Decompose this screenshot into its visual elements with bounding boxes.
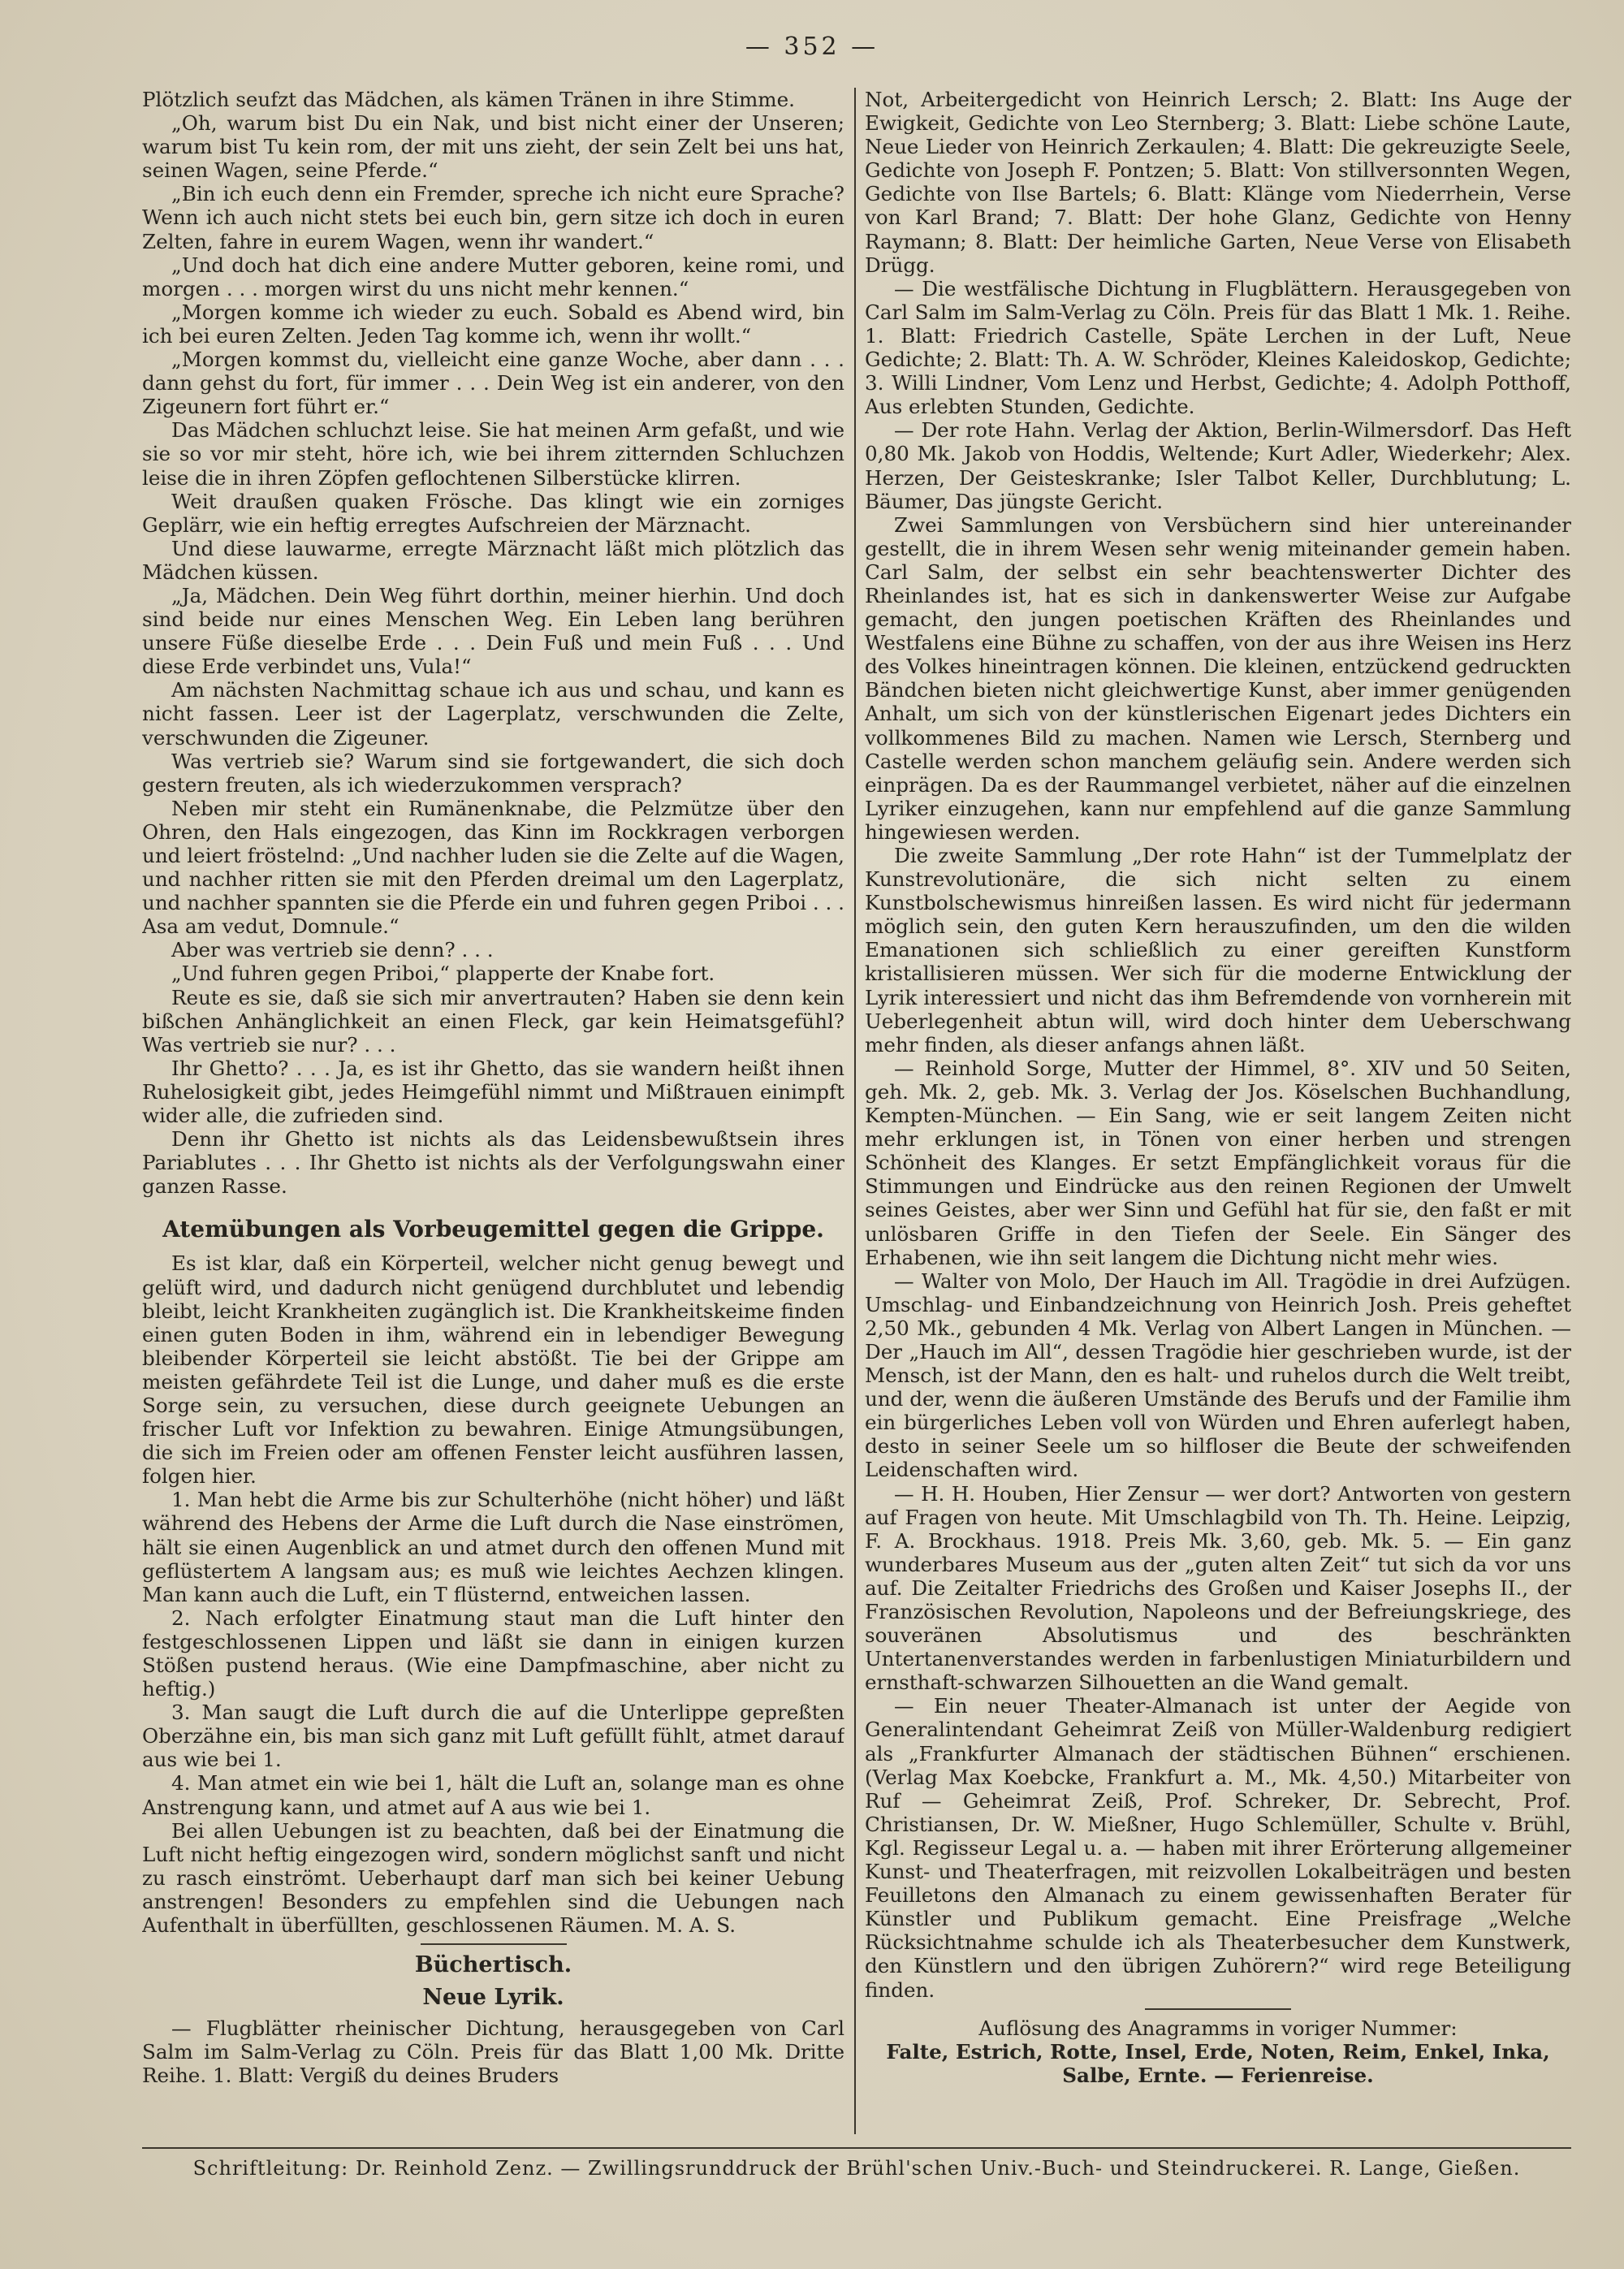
book-review-paragraph: — Walter von Molo, Der Hauch im All. Tragödie in drei Aufzügen. Umschlag- und Einbandzeichnung von Heinrich Josh. Preis geheftet 2,50 Mk., gebunden 4 Mk. Verlag von Albert Langen in München. — Der „Hauch im All“, dessen Tragödie hier geschrieben wurde, ist der Mensch, ist der Mann, den es halt- und ruhelos durch die Welt treibt, und der, wenn die äußeren Umstände des Berufs und der Familie ihm ein bürgerliches Leben voll von Würden und Ehren auferlegt haben, desto in seiner Seele um so hilfloser die Beute der schweifenden Leidenschaften wird. (865, 1268, 1571, 1482)
article-paragraph: 2. Nach erfolgter Einatmung staut man die Luft hinter den festgeschlossenen Lippen und läßt sie dann in einigen kurzen Stößen pustend heraus. (Wie eine Dampfmaschine, aber nicht zu heftig.) (142, 1606, 844, 1701)
article-paragraph: Bei allen Uebungen ist zu beachten, daß bei der Einatmung die Luft nicht heftig eingezogen wird, sondern möglichst sanft und nicht zu rasch einströmt. Ueberhaupt darf man sich bei keiner Uebung anstrengen! Besonders zu empfehlen sind die Uebungen nach Aufenthalt in überfüllten, geschlossenen Räumen. M. A. S. (142, 1818, 844, 1938)
book-review-paragraph: — Die westfälische Dichtung in Flugblättern. Herausgegeben von Carl Salm im Salm-Verlag zu Cöln. Preis für das Blatt 1 Mk. 1. Reihe. 1. Blatt: Friedrich Castelle, Späte Lerchen in der Luft, Neue Gedichte; 2. Blatt: Th. A. W. Schröder, Kleines Kaleidoskop, Gedichte; 3. Willi Lindner, Vom Lenz und Herbst, Gedichte; 4. Adolph Potthoff, Aus erlebten Stunden, Gedichte. (865, 276, 1571, 419)
story-paragraph: Aber was vertrieb sie denn? . . . (171, 938, 494, 962)
article-heading: Atemübungen als Vorbeugemittel gegen die Grippe. (162, 1216, 824, 1243)
section-divider (421, 1943, 567, 1945)
story-paragraph: „Bin ich euch denn ein Fremder, spreche ich nicht eure Sprache? Wenn ich auch nicht stets bei euch bin, gern sitze ich doch in euren Zelten, fahre in eurem Wagen, wenn ihr wandert.“ (142, 182, 844, 253)
story-section (142, 88, 844, 1198)
book-review-paragraph: — H. H. Houben, Hier Zensur — wer dort? Antworten von gestern auf Fragen von heute. Mit Umschlagbild von Th. Th. Heine. Leipzig, F. A. Brockhaus. 1918. Preis Mk. 3,60, geb. Mk. 5. — Ein ganz wunderbares Museum aus der „guten alten Zeit“ tut sich da vor uns auf. Die Zeitalter Friedrichs des Großen und Kaiser Josephs II., der Französischen Revolution, Napoleons und der Befreiungskriege, des souveränen Absolutismus und des beschränkten Untertanenverstandes werden in farbenlustigen Miniaturbildern und ernsthaft-schwarzen Silhouetten an die Wand gemalt. (865, 1481, 1571, 1695)
story-paragraph: „Morgen kommst du, vielleicht eine ganze Woche, aber dann . . . dann gehst du fort, für immer . . . Dein Weg ist ein anderer, von den Zigeunern fort führt er.“ (142, 348, 844, 419)
story-paragraph: Das Mädchen schluchzt leise. Sie hat meinen Arm gefaßt, und wie sie so vor mir steht, höre ich, wie bei ihrem zitternden Schluchzen leise die in ihren Zöpfen geflochtenen Silberstücke klirren. (142, 418, 844, 490)
story-paragraph: Reute es sie, daß sie sich mir anvertrauten? Haben sie denn kein bißchen Anhänglichkeit an einen Fleck, gar kein Heimatsgefühl? Was vertrieb sie nur? . . . (142, 985, 844, 1057)
article-paragraph: 4. Man atmet ein wie bei 1, hält die Luft an, solange man es ohne Anstrengung kann, und atmet auf A aus wie bei 1. (142, 1771, 844, 1819)
books-heading: Büchertisch. (414, 1952, 572, 1978)
page-number: — 352 — (745, 32, 879, 61)
book-review-paragraph: Not, Arbeitergedicht von Heinrich Lersch; 2. Blatt: Ins Auge der Ewigkeit, Gedichte von Leo Sternberg; 3. Blatt: Liebe schöne Laute, Neue Lieder von Heinrich Zerkaulen; 4. Blatt: Die gekreuzigte Seele, Gedichte von Joseph F. Pontzen; 5. Blatt: Von stillversonnten Wegen, Gedichte von Ilse Bartels; 6. Blatt: Klänge vom Niederrhein, Verse von Karl Brand; 7. Blatt: Der hohe Glanz, Gedichte von Henny Raymann; 8. Blatt: Der heimliche Garten, Neue Verse von Elisabeth Drügg. (865, 88, 1571, 277)
story-paragraph: „Ja, Mädchen. Dein Weg führt dorthin, meiner hierhin. Und doch sind beide nur eines Menschen Weg. Ein Leben lang berühren unsere Füße dieselbe Erde . . . Dein Fuß und mein Fuß . . . Und diese Erde verbindet uns, Vula!“ (142, 583, 844, 679)
article-section (142, 1251, 844, 1937)
story-paragraph: Denn ihr Ghetto ist nichts als das Leidensbewußtsein ihres Pariablutes . . . Ihr Ghetto ist nichts als der Verfolgungswahn einer ganzen Rasse. (142, 1127, 844, 1199)
book-review-paragraph: — Der rote Hahn. Verlag der Aktion, Berlin-Wilmersdorf. Das Heft 0,80 Mk. Jakob von Hoddis, Weltende; Kurt Adler, Wiederkehr; Alex. Herzen, Der Geisteskranke; Isler Talbot Keller, Durchblutung; L. Bäumer, Das jüngste Gericht. (865, 418, 1571, 513)
story-paragraph: Weit draußen quaken Frösche. Das klingt wie ein zorniges Geplärr, wie ein heftig erregtes Aufschreien der Märznacht. (142, 489, 844, 537)
book-review-paragraph: — Ein neuer Theater-Almanach ist unter der Aegide von Generalintendant Geheimrat Zeiß von Müller-Waldenburg redigiert als „Frankfurter Almanach der städtischen Bühnen“ erschienen. (Verlag Max Koebcke, Frankfurt a. M., Mk. 4,50.) Mitarbeiter von Ruf — Geheimrat Zeiß, Prof. Schreker, Dr. Sebrecht, Prof. Christiansen, Dr. W. Mießner, Hugo Schlemüller, Schulte v. Brühl, Kgl. Regisseur Legal u. a. — haben mit ihrer Erörterung allgemeiner Kunst- und Theaterfragen, mit reizvollen Lokalbeiträgen und besten Feuilletons den Almanach zu einem gewissenhaften Berater für Künstler und Publikum gemacht. Eine Preisfrage „Welche Rücksichtnahme schulde ich als Theaterbesucher dem Kunstwerk, den Künstlern und den übrigen Zuhörern?“ wird rege Beteiligung finden. (865, 1694, 1571, 2002)
story-paragraph: Plötzlich seufzt das Mädchen, als kämen Tränen in ihre Stimme. (142, 88, 795, 111)
book-review-paragraph: Zwei Sammlungen von Versbüchern sind hier untereinander gestellt, die in ihrem Wesen sehr wenig miteinander gemein haben. Carl Salm, der selbst ein sehr beachtenswerter Dichter des Rheinlandes ist, hat es sich in dankenswerter Weise zur Aufgabe gemacht, den jungen poetischen Kräften des Rheinlandes und Westfalens eine Bühne zu schaffen, von der aus ihre Weisen ins Herz des Volkes hineintragen können. Die kleinen, entzückend gedruckten Bändchen bieten nicht gleichwertige Kunst, aber immer genügenden Anhalt, um sich von der künstlerischen Eigenart jedes Dichters ein vollkommenes Bild zu machen. Namen wie Lersch, Sternberg und Castelle werden schon manchem geläufig sein. Andere werden sich einprägen. Da es der Raummangel verbietet, näher auf die einzelnen Lyriker einzugehen, kann nur empfehlend auf die ganze Sammlung hingewiesen werden. (865, 512, 1571, 844)
story-paragraph: Was vertrieb sie? Warum sind sie fortgewandert, die sich doch gestern freuten, als ich wiederzukommen versprach? (142, 749, 844, 797)
story-paragraph: Am nächsten Nachmittag schaue ich aus und schau, und kann es nicht fassen. Leer ist der Lagerplatz, verschwunden die Zelte, verschwunden die Zigeuner. (142, 678, 844, 750)
book-review-paragraph: Die zweite Sammlung „Der rote Hahn“ ist der Tummelplatz der Kunstrevolutionäre, die sich nicht selten zu einem Kunstbolschewismus hinreißen lassen. Es wird nicht für jedermann möglich sein, den guten Kern herauszufinden, um den die wilden Emanationen sich schließlich zu einer gereiften Kunstform kristallisieren müssen. Wer sich für die moderne Entwicklung der Lyrik interessiert und nicht das ihm Befremdende von vornherein mit Ueberlegenheit abtun will, wird doch hinter dem Ueberschwang mehr finden, als dieser anfangs ahnen läßt. (865, 844, 1571, 1057)
anagram-solution-line: Falte, Estrich, Rotte, Insel, Erde, Noten, Reim, Enkel, Inka, (886, 2039, 1550, 2064)
article-paragraph: 3. Man saugt die Luft durch die auf die Unterlippe gepreßten Oberzähne ein, bis man sich ganz mit Luft gefüllt fühlt, atmet darauf aus wie bei 1. (142, 1701, 844, 1772)
book-review-paragraph: — Reinhold Sorge, Mutter der Himmel, 8°. XIV und 50 Seiten, geh. Mk. 2, geb. Mk. 3. Verlag der Jos. Köselschen Buchhandlung, Kempten-München. — Ein Sang, wie er seit langem Zeiten nicht mehr erklungen ist, in Tönen von einer herben und strengen Schönheit des Klanges. Er setzt Empfänglichkeit voraus für die Stimmungen und Eindrücke aus den reinen Regionen der Umwelt seines Geistes, aber wer Sinn und Gefühl hat für sie, den faßt er mit unlösbaren Griffe in den Tiefen der Seele. Ein Sänger des Erhabenen, wie ihn seit langem die Dichtung nicht mehr wies. (865, 1056, 1571, 1269)
footer-rule (142, 2147, 1571, 2149)
right-column (865, 88, 1571, 2134)
article-paragraph: 1. Man hebt die Arme bis zur Schulterhöhe (nicht höher) und läßt während des Hebens der Arme die Luft durch die Nase einströmen, hält sie einen Augenblick an und atmet durch den offenen Mund mit geflüstertem A langsam aus; es muß wie leichtes Aechzen klingen. Man kann auch die Luft, ein T flüsternd, entweichen lassen. (142, 1488, 844, 1606)
story-paragraph: Ihr Ghetto? . . . Ja, es ist ihr Ghetto, das sie wandern heißt ihnen Ruhelosigkeit gibt, jedes Heimgefühl nimmt und Mißtrauen einimpft wider alle, die zufrieden sind. (142, 1056, 844, 1128)
left-column (142, 88, 844, 2134)
story-paragraph: Neben mir steht ein Rumänenknabe, die Pelzmütze über den Ohren, den Hals eingezogen, das Kinn im Rockkragen verborgen und leiert fröstelnd: „Und nachher luden sie die Zelte auf die Wagen, und nachher ritten sie mit den Pferden dreimal um den Lagerplatz, und nachher spannten sie die Pferde ein und fuhren gegen Priboi . . . Asa am vedut, Domnule.“ (142, 796, 844, 939)
imprint-footer: Schriftleitung: Dr. Reinhold Zenz. — Zwillingsrunddruck der Brühl'schen Univ.-Buch- und Steindruckerei. R. Lange, Gießen. (192, 2157, 1521, 2180)
story-paragraph: „Oh, warum bist Du ein Nak, und bist nicht einer der Unseren; warum bist Tu kein rom, der mit uns zieht, der sein Zelt bei uns hat, seinen Wagen, seine Pferde.“ (142, 111, 844, 183)
anagram-solution-line: Salbe, Ernte. — Ferienreise. (1062, 2063, 1374, 2087)
story-paragraph: Und diese lauwarme, erregte Märznacht läßt mich plötzlich das Mädchen küssen. (142, 536, 844, 584)
section-divider (1145, 2008, 1291, 2010)
story-paragraph: „Und doch hat dich eine andere Mutter geboren, keine romi, und morgen . . . morgen wirst du uns nicht mehr kennen.“ (142, 253, 844, 300)
story-paragraph: „Und fuhren gegen Priboi,“ plapperte der Knabe fort. (171, 962, 715, 986)
story-paragraph: „Morgen komme ich wieder zu euch. Sobald es Abend wird, bin ich bei euren Zelten. Jeden Tag komme ich, wenn ihr wollt.“ (142, 300, 844, 348)
column-divider (854, 88, 856, 2134)
article-paragraph: Es ist klar, daß ein Körperteil, welcher nicht genug bewegt und gelüft wird, und dadurch nicht genügend durchblutet und lebendig bleibt, leicht Krankheiten zugänglich ist. Die Krankheitskeime finden einen guten Boden in ihm, während ein in lebendiger Bewegung bleibender Körperteil sie leicht abstößt. Tie bei der Grippe am meisten gefährdete Teil ist die Lunge, und daher muß es die erste Sorge sein, zu versuchen, diese durch geeignete Uebungen an frischer Luft vor Infektion zu bewahren. Einige Atmungsübungen, die sich im Freien oder am offenen Fenster leicht ausführen lassen, folgen hier. (142, 1251, 844, 1489)
book-review-paragraph: — Flugblätter rheinischer Dichtung, herausgegeben von Carl Salm im Salm-Verlag zu Cöln. Preis für das Blatt 1,00 Mk. Dritte Reihe. 1. Blatt: Vergiß du deines Bruders (142, 2016, 844, 2088)
books-subheading: Neue Lyrik. (422, 1985, 564, 2011)
anagram-title: Auflösung des Anagramms in voriger Nummer: (978, 2016, 1458, 2040)
